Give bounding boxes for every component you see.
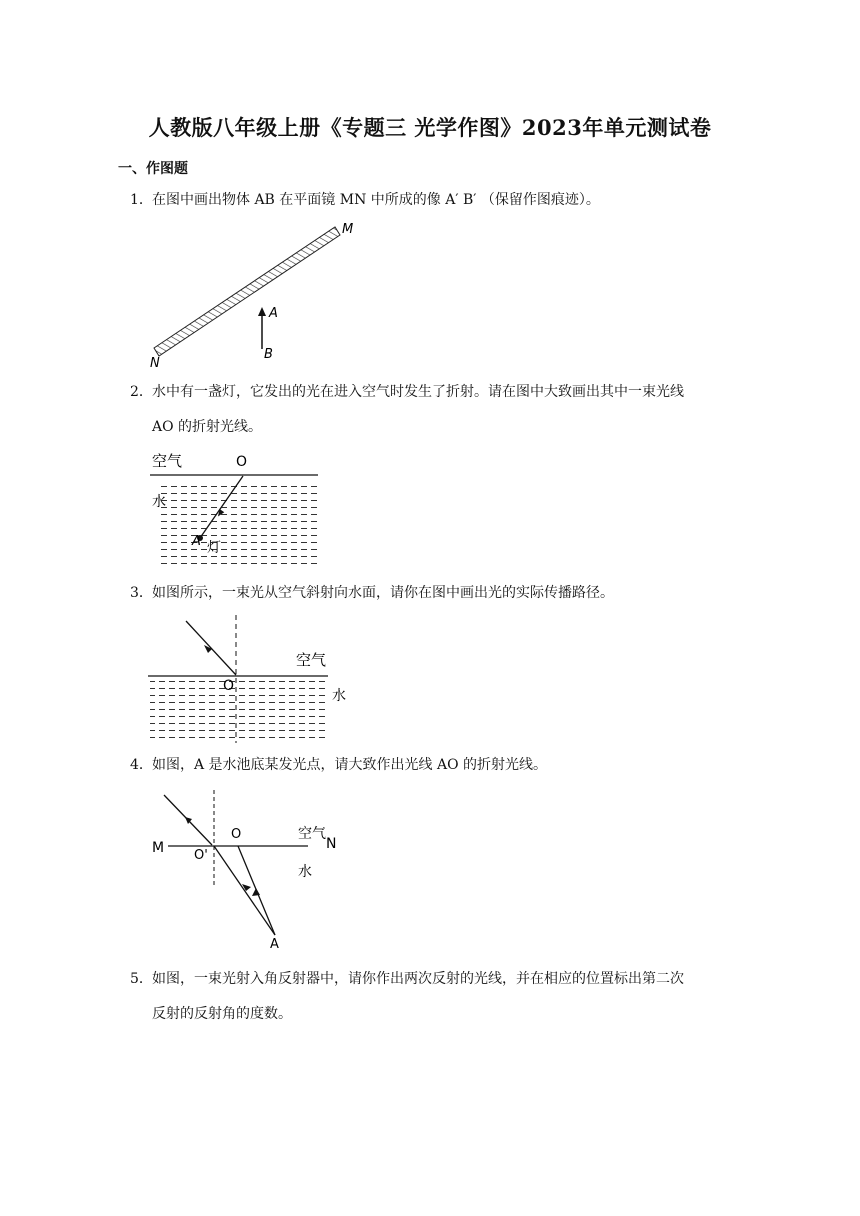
label-n: N (326, 836, 337, 852)
label-o: O (223, 678, 235, 694)
object-arrow-ab (258, 307, 266, 349)
figure-air-to-water (148, 615, 358, 745)
water-region (150, 681, 328, 739)
question-number: 5． (130, 971, 153, 987)
question-3 (130, 578, 614, 608)
label-a: A (270, 937, 279, 952)
label-m: M (342, 222, 354, 237)
label-water: 水 (152, 494, 166, 510)
page-title: 人教版八年级上册《专题三 光学作图》2023年单元测试卷 (148, 115, 712, 140)
figure-lamp-refraction (150, 448, 325, 573)
question-number: 2． (130, 384, 153, 400)
figure-pool-light (150, 790, 350, 955)
label-lamp: 灯 (207, 540, 221, 556)
label-m: M (152, 840, 165, 856)
label-water: 水 (332, 688, 346, 704)
water-region (158, 481, 318, 569)
question-4 (130, 750, 547, 780)
question-number: 4． (130, 757, 153, 773)
incident-ray (186, 621, 236, 675)
question-text: 如图，一束光射入角反射器中，请你作出两次反射的光线，并在相应的位置标出第二次 (152, 971, 684, 987)
question-1 (130, 185, 600, 215)
label-air: 空气 (296, 651, 327, 669)
label-o: O (231, 827, 242, 842)
label-a: A (192, 534, 201, 549)
question-number: 3． (130, 585, 153, 601)
label-o-prime: O' (194, 848, 208, 863)
plane-mirror (154, 227, 340, 356)
refracted-ray-known (164, 795, 212, 845)
label-a: A (269, 306, 278, 321)
label-b: B (264, 347, 273, 362)
question-5-continued: 反射的反射角的度数。 (152, 1006, 292, 1022)
question-2 (130, 377, 684, 407)
question-text: 水中有一盏灯，它发出的光在进入空气时发生了折射。请在图中大致画出其中一束光线 (152, 384, 684, 400)
label-water: 水 (298, 864, 312, 880)
question-text: 如图所示，一束光从空气斜射向水面，请你在图中画出光的实际传播路径。 (152, 585, 614, 601)
section-heading: 一、作图题 (118, 161, 188, 177)
label-o: O (236, 454, 248, 470)
ray-a-to-o (238, 846, 275, 935)
label-n: N (150, 356, 160, 371)
ray-a-to-o-prime (214, 846, 275, 935)
label-air: 空气 (298, 826, 326, 842)
label-air: 空气 (152, 452, 183, 470)
question-2-continued: AO 的折射光线。 (152, 419, 263, 435)
question-number: 1． (130, 192, 153, 208)
figure-mirror (140, 215, 370, 371)
question-5 (130, 964, 684, 994)
question-text: 在图中画出物体 AB 在平面镜 MN 中所成的像 A′ B′ （保留作图痕迹）。 (152, 192, 600, 208)
question-text: 如图，A 是水池底某发光点，请大致作出光线 AO 的折射光线。 (152, 757, 548, 773)
